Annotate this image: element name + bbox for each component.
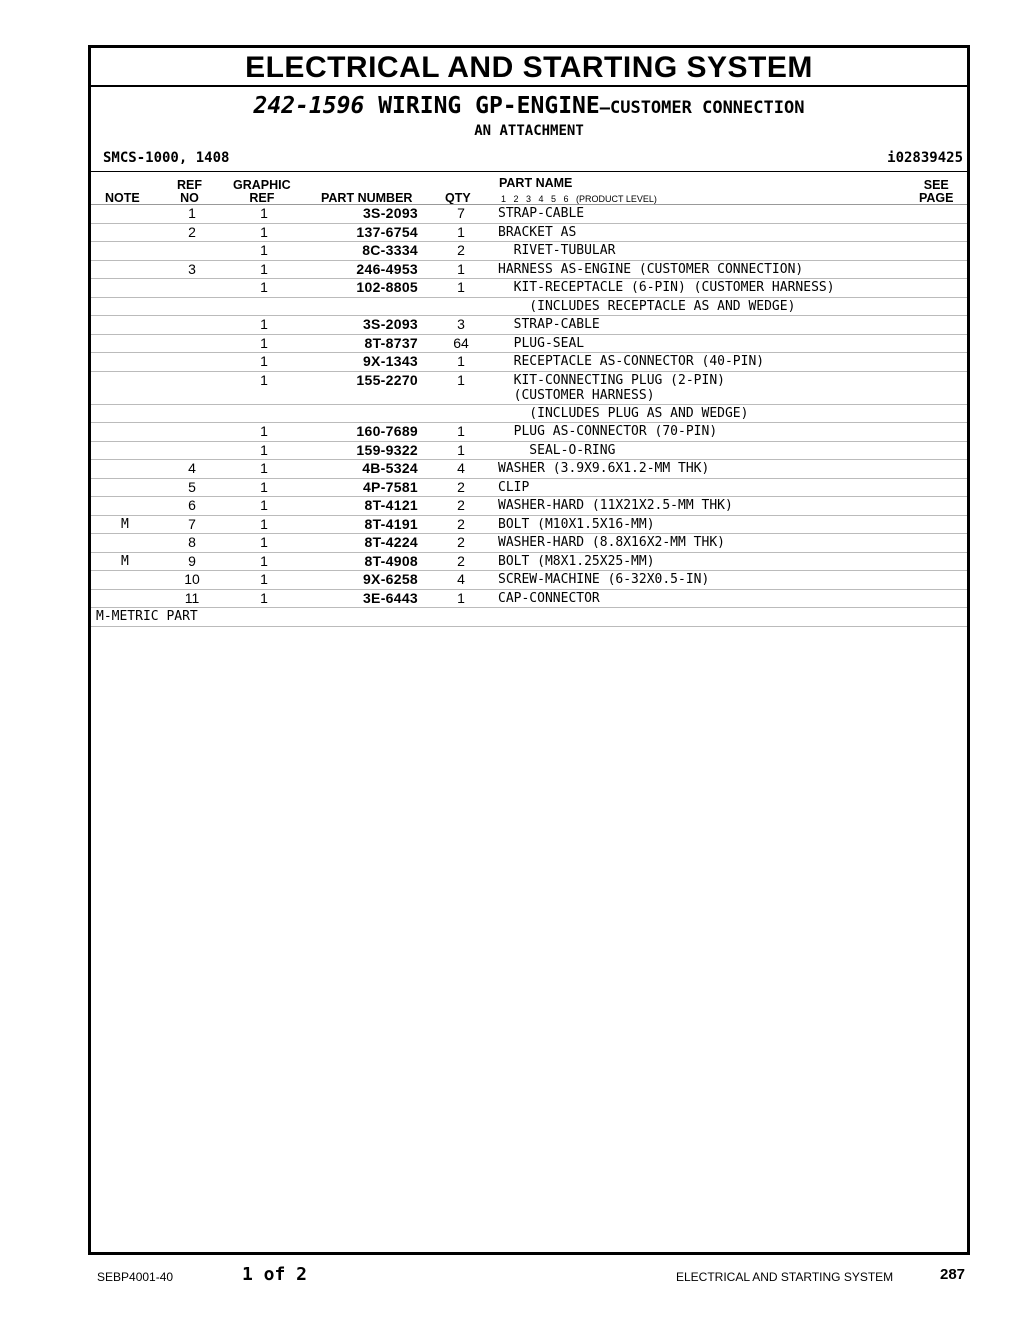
row-part-name: CLIP (498, 479, 530, 495)
col-see-page-line1: SEE (923, 178, 949, 192)
row-ref-no: 9 (188, 552, 196, 569)
row-ref-no: 8 (188, 534, 196, 550)
row-qty: 1 (457, 423, 465, 439)
group-part-number: 242-1596 (253, 93, 365, 119)
col-ref-no-line1: REF (177, 178, 202, 192)
row-part-number: 8T-8737 (364, 334, 418, 351)
row-part-name: PLUG-SEAL (498, 335, 585, 351)
col-ref-no-line2: NO (180, 191, 199, 205)
row-qty: 2 (457, 478, 465, 495)
footnote-metric-part: M-METRIC PART (96, 609, 198, 624)
row-part-name: WASHER-HARD (8.8X16X2-MM THK) (498, 535, 725, 550)
footnote-row (91, 608, 967, 627)
row-ref-no: 7 (188, 515, 196, 532)
row-qty: 1 (457, 279, 465, 295)
table-row (91, 316, 967, 335)
row-qty: 1 (457, 353, 465, 369)
row-qty: 1 (457, 260, 465, 277)
row-graphic-ref: 1 (260, 478, 268, 495)
row-part-number: 246-4953 (356, 260, 418, 277)
row-qty: 2 (457, 515, 465, 532)
row-part-number: 8C-3334 (362, 242, 418, 258)
row-ref-no: 5 (188, 478, 196, 495)
row-part-name: BRACKET AS (498, 224, 577, 240)
row-part-name: KIT-CONNECTING PLUG (2-PIN) (CUSTOMER HARNESS) (513, 372, 725, 403)
row-ref-no: 3 (188, 260, 196, 277)
parts-table (91, 205, 967, 627)
col-qty: QTY (445, 191, 471, 205)
row-qty: 1 (457, 223, 465, 240)
row-qty: 2 (457, 552, 465, 569)
row-graphic-ref: 1 (260, 334, 268, 351)
row-part-number: 8T-4224 (364, 534, 418, 550)
row-graphic-ref: 1 (260, 460, 268, 476)
row-part-number: 4B-5324 (362, 460, 418, 476)
row-ref-no: 2 (188, 223, 196, 240)
row-part-number: 8T-4908 (364, 552, 418, 569)
col-graphic-ref (233, 179, 291, 205)
col-see-page (919, 179, 954, 205)
row-ref-no: 10 (184, 571, 200, 587)
product-level-legend: 1 2 3 4 5 6 (PRODUCT LEVEL) (501, 194, 657, 204)
row-qty: 2 (457, 242, 465, 258)
col-part-number: PART NUMBER (321, 191, 413, 205)
row-part-number: 4P-7581 (362, 478, 418, 495)
row-part-number: 9X-1343 (362, 353, 418, 369)
row-part-name: BOLT (M10X1.5X16-MM) (498, 516, 655, 532)
row-part-number: 102-8805 (356, 279, 418, 295)
row-part-number: 160-7689 (356, 423, 418, 439)
smcs-code: SMCS-1000, 1408 (103, 150, 230, 166)
row-ref-no: 11 (184, 589, 200, 606)
row-part-number: 3S-2093 (362, 316, 418, 332)
row-graphic-ref: 1 (260, 223, 268, 240)
table-row (91, 460, 967, 479)
page-of-count: 1 of 2 (242, 1264, 308, 1285)
row-graphic-ref: 1 (260, 589, 268, 606)
row-graphic-ref: 1 (260, 242, 268, 258)
row-part-name: WASHER (3.9X9.6X1.2-MM THK) (498, 461, 710, 476)
table-row (91, 479, 967, 498)
row-qty: 64 (453, 334, 469, 351)
row-graphic-ref: 1 (260, 279, 268, 295)
row-graphic-ref: 1 (260, 260, 268, 277)
col-graphic-ref-line2: REF (249, 191, 275, 205)
table-row (91, 224, 967, 243)
row-part-name: BOLT (M8X1.25X25-MM) (498, 553, 655, 569)
row-graphic-ref: 1 (260, 423, 268, 439)
row-part-name: PLUG AS-CONNECTOR (70-PIN) (498, 424, 718, 439)
row-part-name: RIVET-TUBULAR (498, 243, 616, 258)
divider (91, 85, 967, 87)
row-qty: 4 (457, 460, 465, 476)
table-row (91, 442, 967, 461)
row-graphic-ref: 1 (260, 441, 268, 458)
section-title: ELECTRICAL AND STARTING SYSTEM (245, 51, 813, 84)
col-graphic-ref-line1: GRAPHIC (233, 178, 291, 192)
row-part-number: 3E-6443 (362, 589, 418, 606)
table-row (91, 335, 967, 354)
row-graphic-ref: 1 (260, 534, 268, 550)
row-part-number: 3S-2093 (362, 205, 418, 221)
page-footer (0, 1262, 1020, 1292)
row-part-name: (INCLUDES PLUG AS AND WEDGE) (498, 405, 749, 421)
row-part-name: STRAP-CABLE (498, 317, 600, 332)
row-qty: 4 (457, 571, 465, 587)
col-see-page-line2: PAGE (919, 191, 954, 205)
row-part-name: SEAL-O-RING (498, 442, 616, 458)
row-part-name: (INCLUDES RECEPTACLE AS AND WEDGE) (498, 298, 796, 314)
row-qty: 1 (457, 589, 465, 606)
row-note: M (121, 516, 129, 532)
col-note: NOTE (105, 191, 140, 205)
row-part-name: CAP-CONNECTOR (498, 590, 600, 606)
row-ref-no: 4 (188, 460, 196, 476)
row-part-number: 8T-4191 (364, 515, 418, 532)
table-row (91, 205, 967, 224)
row-qty: 2 (457, 534, 465, 550)
table-row (91, 242, 967, 261)
row-part-number: 137-6754 (356, 223, 418, 240)
group-title (91, 93, 967, 119)
row-part-name: SCREW-MACHINE (6-32X0.5-IN) (498, 572, 710, 587)
illustration-id: i02839425 (887, 150, 963, 166)
table-row (91, 261, 967, 280)
row-qty: 7 (457, 205, 465, 221)
row-graphic-ref: 1 (260, 552, 268, 569)
table-row (91, 372, 967, 405)
row-part-number: 8T-4121 (364, 497, 418, 513)
table-row (91, 298, 967, 317)
table-row (91, 553, 967, 572)
row-part-number: 9X-6258 (362, 571, 418, 587)
row-graphic-ref: 1 (260, 353, 268, 369)
document-number: SEBP4001-40 (97, 1270, 174, 1284)
row-part-name: KIT-RECEPTACLE (6-PIN) (CUSTOMER HARNESS) (498, 280, 835, 295)
table-row (91, 497, 967, 516)
table-row (91, 405, 967, 424)
group-subtitle: —CUSTOMER CONNECTION (599, 98, 805, 118)
page-number: 287 (940, 1266, 966, 1283)
row-part-name: STRAP-CABLE (498, 206, 585, 221)
row-qty: 1 (457, 441, 465, 458)
row-ref-no: 6 (188, 497, 196, 513)
col-ref-no (177, 179, 202, 205)
table-row (91, 590, 967, 609)
row-graphic-ref: 1 (260, 371, 268, 388)
table-row (91, 516, 967, 535)
table-row (91, 534, 967, 553)
row-part-name: WASHER-HARD (11X21X2.5-MM THK) (498, 498, 733, 513)
row-qty: 1 (457, 371, 465, 388)
row-part-name: HARNESS AS-ENGINE (CUSTOMER CONNECTION) (498, 261, 804, 277)
row-qty: 3 (457, 316, 465, 332)
row-part-name: RECEPTACLE AS-CONNECTOR (40-PIN) (498, 354, 765, 369)
table-row (91, 423, 967, 442)
row-part-number: 159-9322 (356, 441, 418, 458)
row-qty: 2 (457, 497, 465, 513)
row-ref-no: 1 (188, 205, 196, 221)
table-row (91, 353, 967, 372)
table-row (91, 571, 967, 590)
parts-page-frame (88, 45, 970, 1255)
divider (91, 171, 967, 172)
row-graphic-ref: 1 (260, 515, 268, 532)
row-graphic-ref: 1 (260, 205, 268, 221)
table-row (91, 279, 967, 298)
row-graphic-ref: 1 (260, 497, 268, 513)
group-name: WIRING GP-ENGINE (378, 93, 600, 119)
row-part-number: 155-2270 (356, 371, 418, 388)
col-part-name: PART NAME (499, 176, 573, 190)
row-graphic-ref: 1 (260, 316, 268, 332)
attachment-label: AN ATTACHMENT (474, 123, 584, 139)
row-note: M (121, 553, 129, 569)
footer-section-title: ELECTRICAL AND STARTING SYSTEM (676, 1270, 894, 1284)
row-graphic-ref: 1 (260, 571, 268, 587)
